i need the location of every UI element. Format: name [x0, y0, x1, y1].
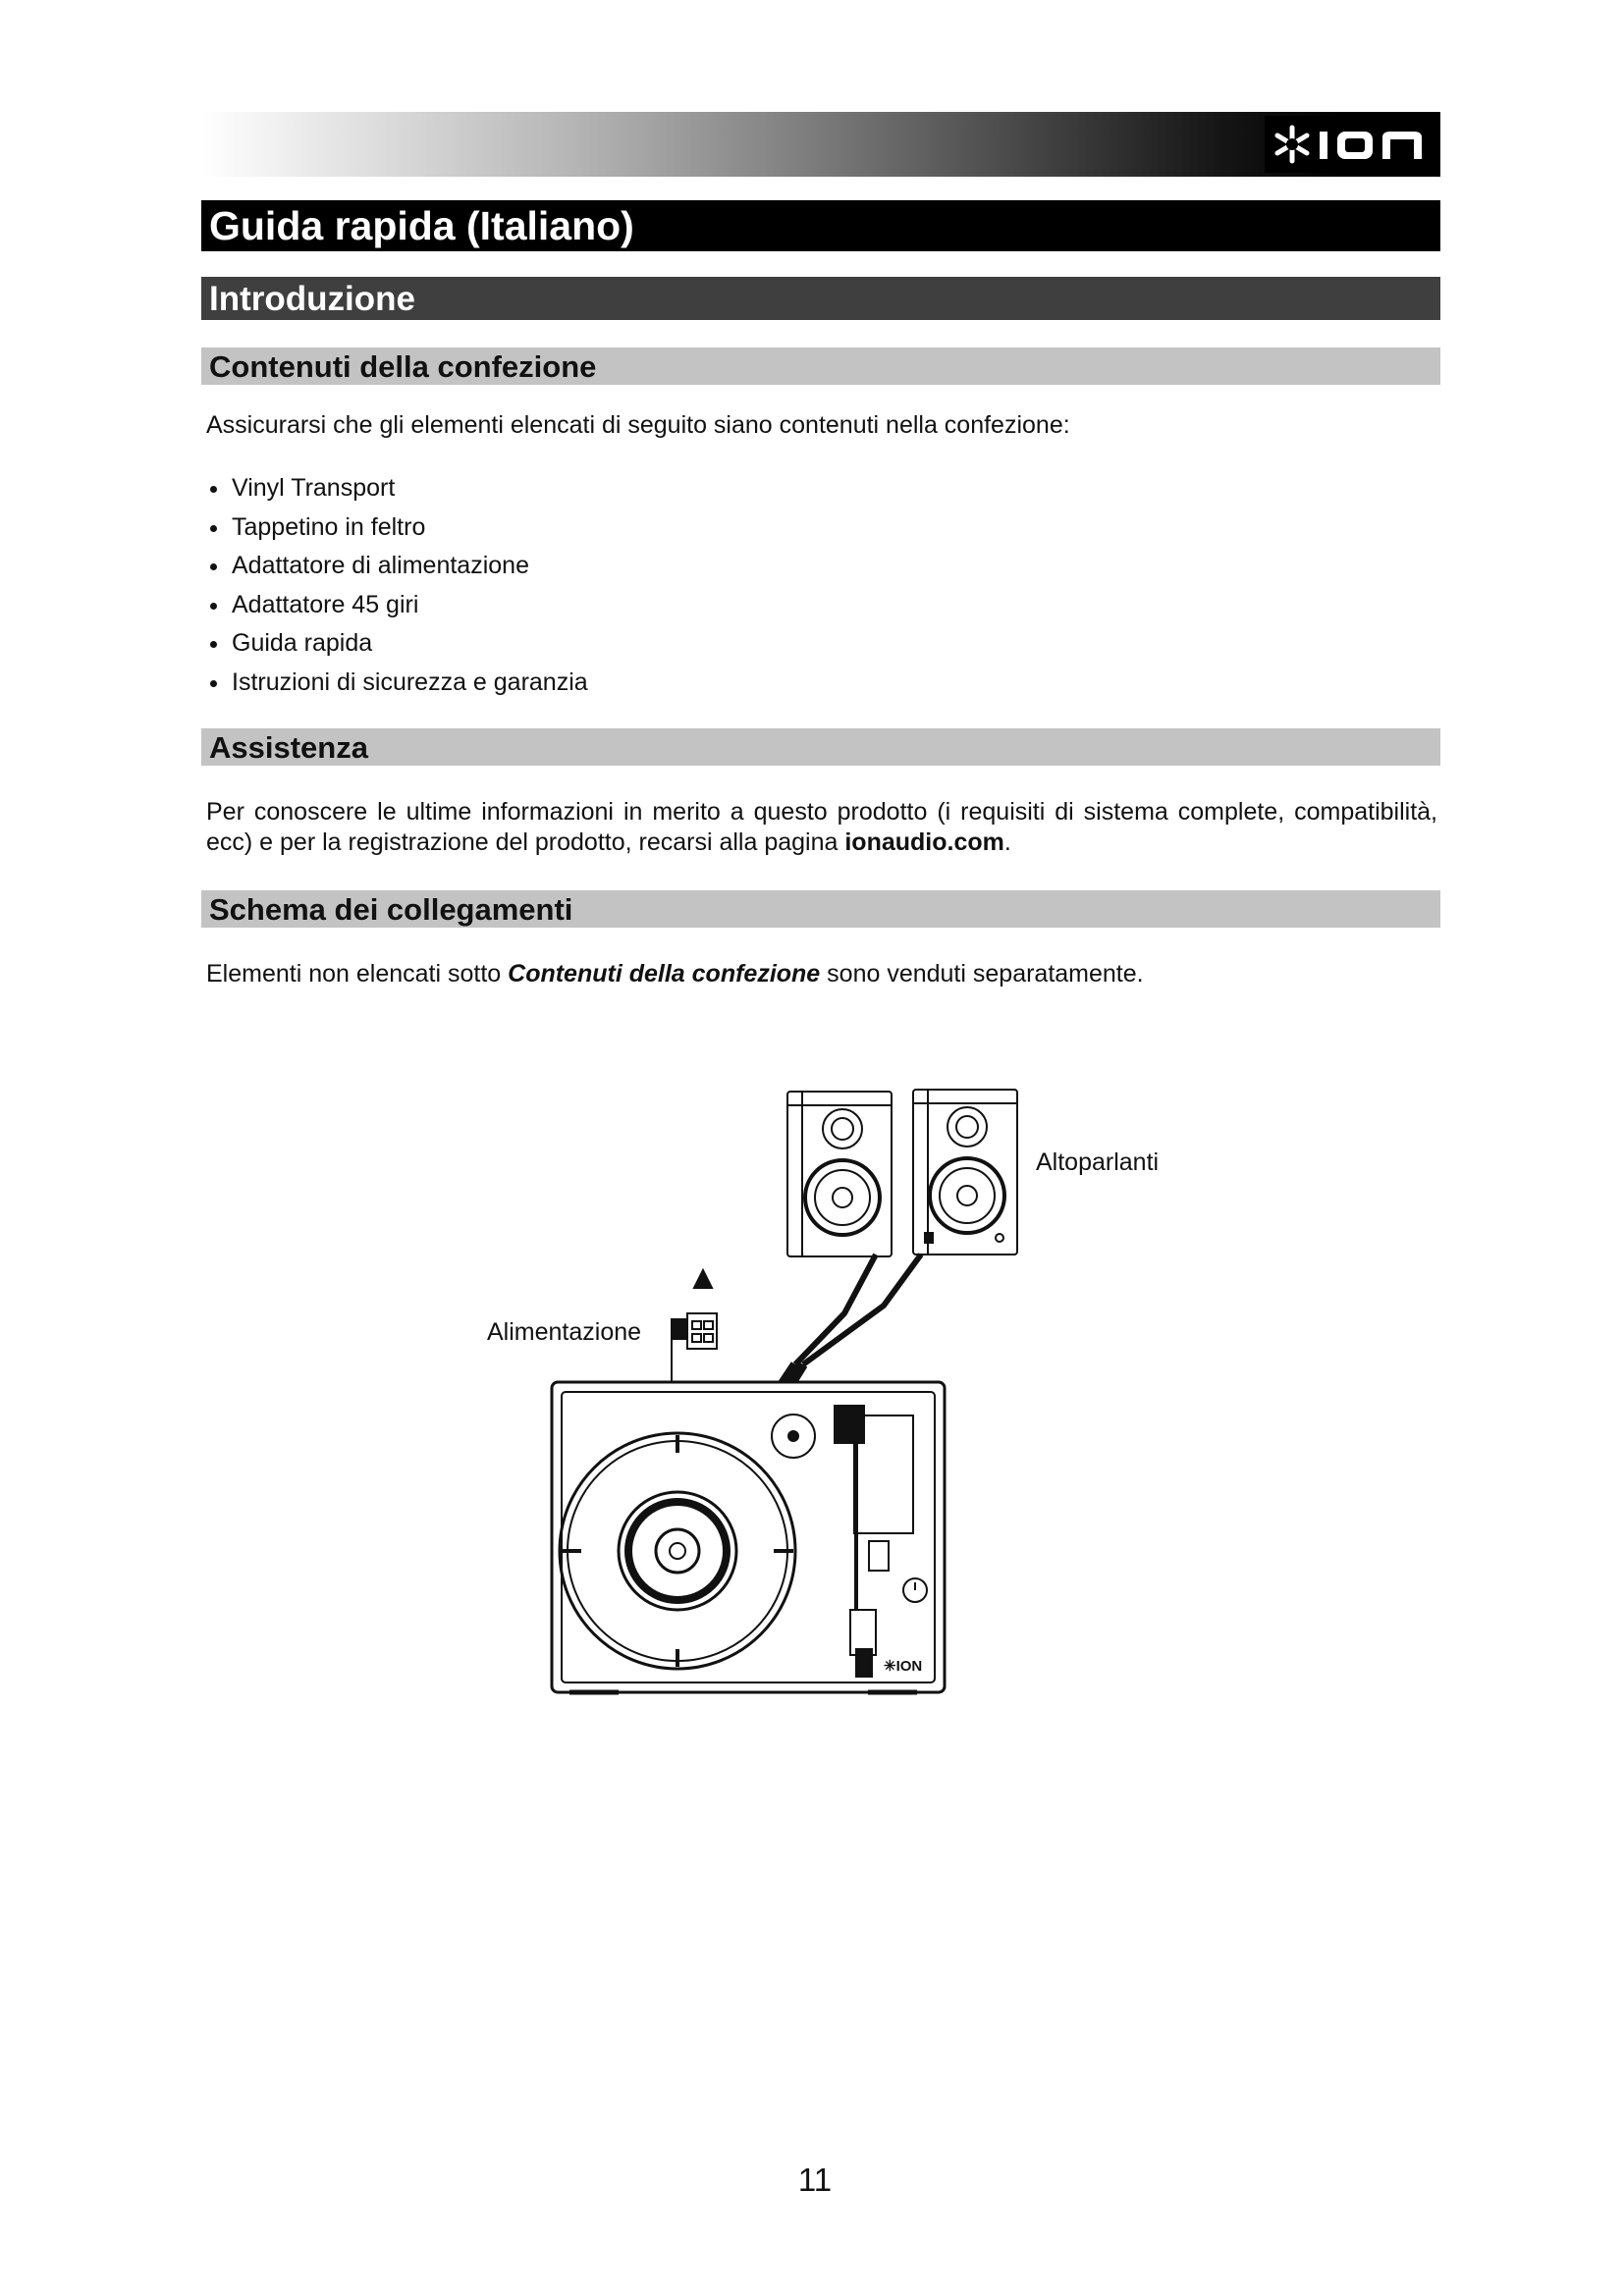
support-link[interactable]: ionaudio.com	[844, 828, 1004, 856]
list-item: Guida rapida	[206, 624, 992, 664]
schema-emphasis: Contenuti della confezione	[508, 960, 821, 988]
section-heading-contenuti: Contenuti della confezione	[201, 347, 1440, 385]
list-item: Adattatore di alimentazione	[206, 547, 992, 586]
page-title: Guida rapida (Italiano)	[201, 200, 1440, 251]
section-heading-schema: Schema dei collegamenti	[201, 890, 1440, 928]
list-item: Istruzioni di sicurezza e garanzia	[206, 664, 992, 703]
schema-text: Elementi non elencati sotto	[206, 960, 509, 988]
assistenza-paragraph	[206, 797, 1437, 858]
connection-diagram	[471, 1070, 1178, 1718]
speaker-left-icon	[787, 1092, 892, 1256]
package-contents-list	[206, 469, 992, 702]
power-adapter-icon	[672, 1270, 717, 1386]
ion-logo	[1265, 116, 1434, 173]
list-item: Vinyl Transport	[206, 469, 992, 508]
header-banner	[201, 112, 1440, 177]
schema-paragraph	[206, 959, 1434, 989]
speaker-right-icon	[913, 1090, 1017, 1255]
label-altoparlanti: Altoparlanti	[1036, 1148, 1160, 1176]
list-item: Tappetino in feltro	[206, 508, 992, 548]
schema-text-end: sono venduti separatamente.	[820, 960, 1144, 988]
page-number: 11	[797, 2162, 833, 2198]
list-item: Adattatore 45 giri	[206, 586, 992, 625]
assistenza-text-end: .	[1003, 828, 1011, 856]
section-heading-assistenza: Assistenza	[201, 728, 1440, 766]
label-alimentazione: Alimentazione	[487, 1318, 642, 1346]
turntable-icon	[552, 1382, 945, 1692]
svg-text:✳ION: ✳ION	[884, 1658, 923, 1675]
section-heading-introduzione: Introduzione	[201, 277, 1440, 320]
assistenza-text: Per conoscere le ultime informazioni in merito a questo prodotto (i requisiti di sistema complete, compatibilità, ecc) e per la registrazione del prodotto, recarsi alla pagina	[206, 798, 1437, 856]
contenuti-intro: Assicurarsi che gli elementi elencati di seguito siano contenuti nella confezione:	[206, 411, 1070, 439]
